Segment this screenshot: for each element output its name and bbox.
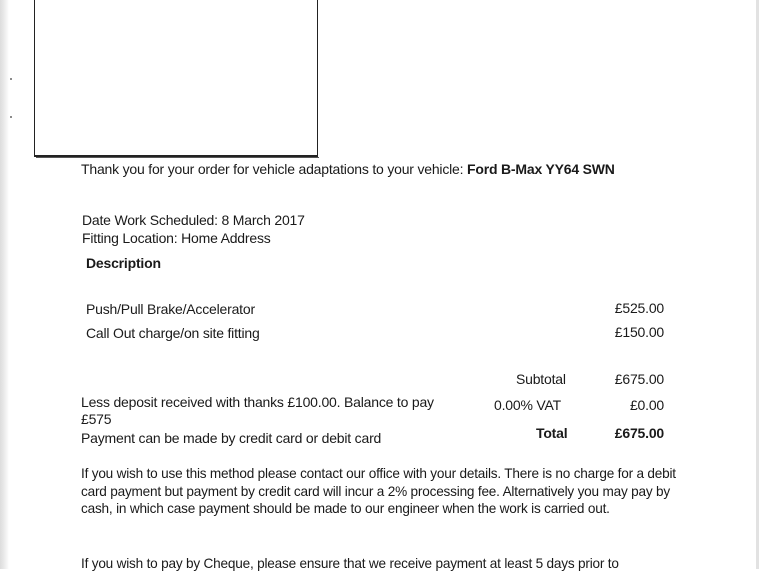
description-heading: Description bbox=[86, 255, 161, 271]
deposit-line: Less deposit received with thanks £100.00. Balance to pay bbox=[81, 394, 434, 410]
payment-methods: Payment can be made by credit card or debit card bbox=[81, 430, 382, 446]
address-window-box bbox=[34, 0, 318, 157]
subtotal-value: £675.00 bbox=[614, 371, 664, 387]
cheque-payment-paragraph: If you wish to pay by Cheque, please ensure that we receive payment at least 5 days prior to bbox=[81, 556, 619, 571]
intro-line bbox=[81, 161, 615, 178]
line-item-amount: £525.00 bbox=[614, 300, 664, 316]
balance-amount: £575 bbox=[81, 411, 112, 427]
intro-text: Thank you for your order for vehicle adaptations to your vehicle: bbox=[81, 161, 464, 177]
total-label: Total bbox=[536, 425, 568, 441]
vat-label: 0.00% VAT bbox=[494, 397, 561, 413]
date-scheduled: Date Work Scheduled: 8 March 2017 bbox=[82, 212, 305, 228]
vat-value: £0.00 bbox=[629, 397, 664, 413]
line-item-amount: £150.00 bbox=[614, 324, 664, 340]
vehicle-name: Ford B-Max YY64 SWN bbox=[467, 161, 615, 177]
address-box-underline bbox=[36, 155, 319, 158]
line-item-label: Push/Pull Brake/Accelerator bbox=[86, 301, 255, 317]
line-item-label: Call Out charge/on site fitting bbox=[86, 325, 260, 341]
scan-left-edge bbox=[0, 0, 9, 569]
scan-speck bbox=[10, 78, 12, 80]
card-payment-paragraph: If you wish to use this method please contact our office with your details. There is no charge for a debit card payment but payment by credit card will incur a 2% processing fee. Alternatively you may pay by cash, in which case payment should be made to our engineer when the work is carried out. bbox=[81, 466, 676, 517]
total-value: £675.00 bbox=[614, 425, 664, 441]
scan-speck bbox=[10, 116, 12, 118]
subtotal-label: Subtotal bbox=[516, 371, 566, 387]
fitting-location: Fitting Location: Home Address bbox=[82, 230, 271, 246]
